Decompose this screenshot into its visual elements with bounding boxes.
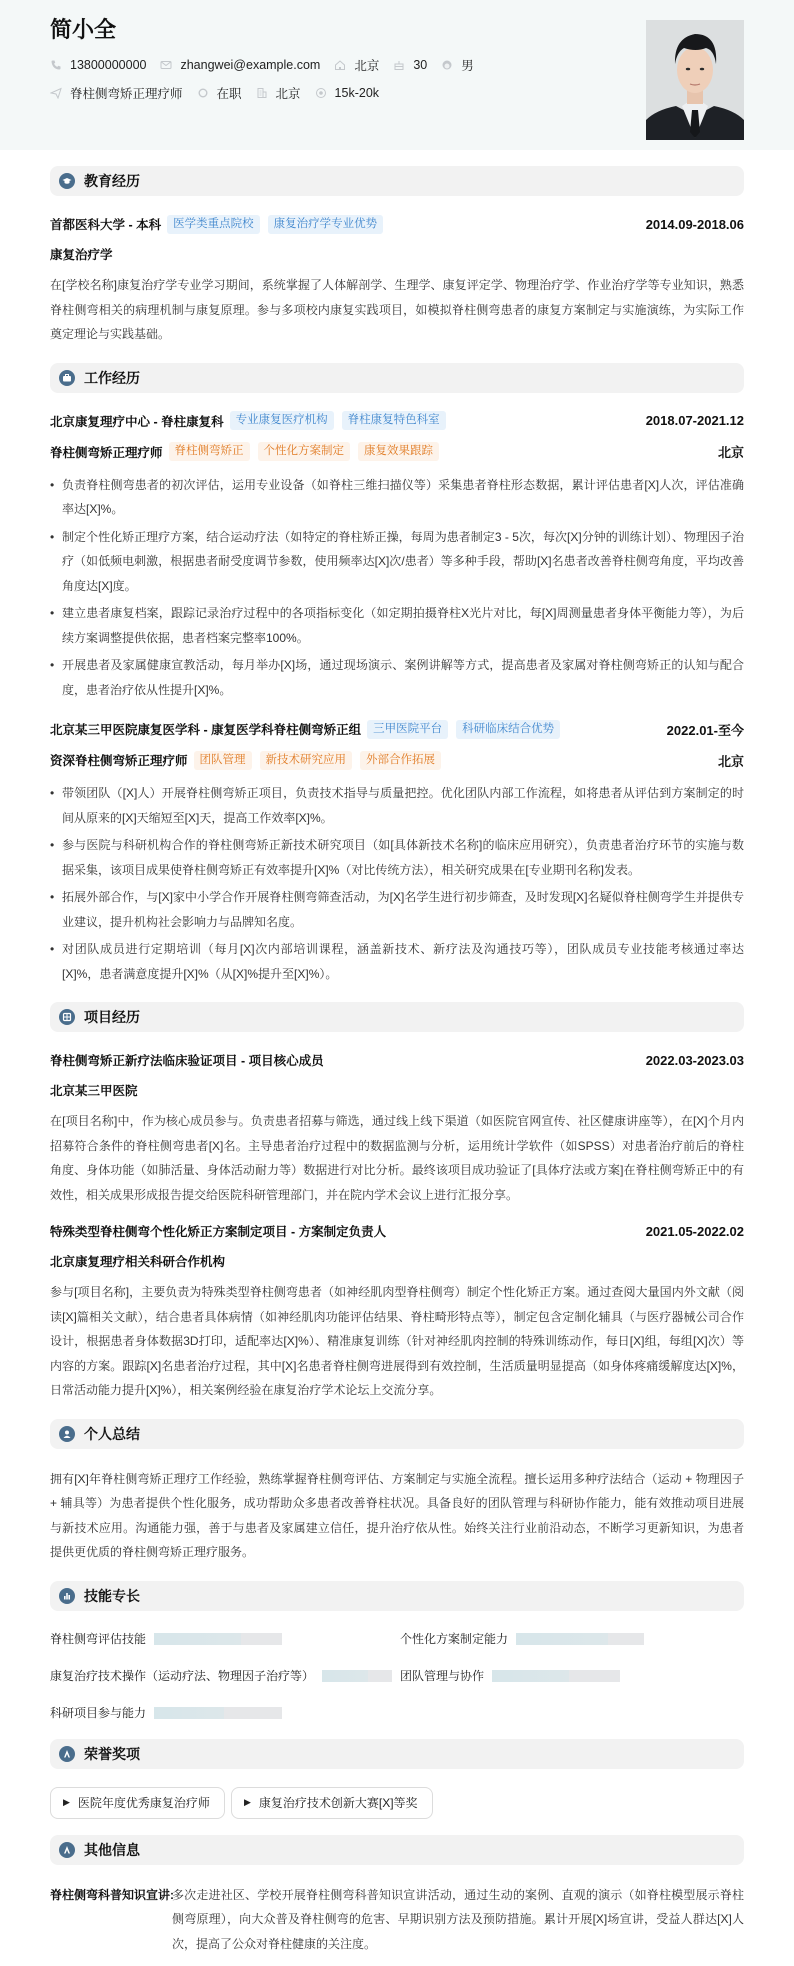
email-value[interactable]: zhangwei@example.com [180,58,321,72]
project-icon [59,1009,75,1025]
section-title: 项目经历 [84,1009,140,1025]
list-item: • 建立患者康复档案，跟踪记录治疗过程中的各项指标变化（如定期拍摄脊柱X光片对比，每[X]周测量患者身体平衡能力等），为后续方案调整提供依据，患者档案完整率100%。 [50,601,744,650]
section-title: 荣誉奖项 [84,1745,140,1762]
location-item [334,56,379,74]
summary-text: 拥有[X]年脊柱侧弯矫正理疗工作经验，熟练掌握脊柱侧弯评估、方案制定与实施全流程。擅长运用多种疗法结合（运动 + 物理因子 + 辅具等）为患者提供个性化服务，成功帮助众多患者改善脊柱状况。具备良好的团队管理与科研协作能力，能有效推动项目进展与新技术应用。沟通能力强，善于与患者及家属建立信任，提升治疗依从性。始终关注行业前沿动态，不断学习更新知识，为患者提供更优质的脊柱侧弯矫正理疗服务。 [50,1471,744,1559]
candidate-name: 简小全 [50,17,117,42]
age-item [393,58,427,72]
school-degree: 首都医科大学 - 本科 [50,218,162,232]
expected-salary: 15k-20k [334,86,380,100]
status-icon [197,87,209,99]
section-title: 个人总结 [84,1425,140,1442]
skill-name: 康复治疗技术操作（运动疗法、物理因子治疗等） [50,1669,315,1683]
project-title: 特殊类型脊柱侧弯个性化矫正方案制定项目 - 方案制定负责人 [50,1225,387,1239]
briefcase-icon [59,370,75,386]
section-education-header [50,166,744,196]
work-location: 北京 [717,753,744,769]
skills-grid [50,1629,744,1723]
list-item: • 制定个性化矫正理疗方案，结合运动疗法（如特定的脊柱矫正操，每周为患者制定3 - 5次，每次[X]分钟的训练计划）、物理因子治疗（如低频电刺激，根据患者耐受度调节参数，使用频率达[X]次/患者）等多种手段，帮助[X]名患者改善脊柱侧弯角度，平均改善角度达[X]度。 [50,525,744,599]
skill-name: 脊柱侧弯评估技能 [50,1632,147,1646]
award-name: 医院年度优秀康复治疗师 [77,1796,210,1810]
tag: 科研临床结合优势 [456,720,560,739]
entry-header [50,1221,744,1241]
skill-fill [154,1633,241,1645]
section-work-header [50,363,744,393]
gender-item [441,56,474,74]
graduation-cap-icon [59,173,75,189]
section-title: 其他信息 [84,1841,140,1858]
awards-list [50,1787,744,1819]
info-icon [59,1842,75,1858]
position-header [50,750,744,770]
section-other-header [50,1835,744,1865]
home-icon [334,59,346,71]
description: 在[项目名称]中，作为核心成员参与。负责患者招募与筛选，通过线上线下渠道（如医院官网宣传、社区健康讲座等），在[X]个月内招募符合条件的脊柱侧弯患者[X]名。主导患者治疗过程中的数据监测与分析，运用统计学软件（如SPSS）对患者治疗前后的脊柱角度、身体功能（如肺活量、身体活动耐力等）数据进行对比分析。最终该项目成功验证了[具体疗法或方案]在脊柱侧弯矫正中的有效性，相关成果形成报告提交给医院科研管理部门，并在院内学术会议上进行汇报分享。 [50,1114,744,1202]
building-icon [256,87,268,99]
section-title: 教育经历 [84,173,140,189]
resume-body [0,166,794,1966]
age-value: 30 [413,58,428,72]
other-item [50,1883,744,1957]
skill-item [50,1666,400,1686]
tag: 三甲医院平台 [367,720,448,739]
project-title: 脊柱侧弯矫正新疗法临床验证项目 - 项目核心成员 [50,1054,324,1068]
date-range: 2018.07-2021.12 [645,413,744,428]
salary-icon [315,87,327,99]
tag: 脊柱侧弯矫正 [169,442,250,461]
award-item [50,1787,225,1819]
tag: 个性化方案制定 [258,442,351,461]
skill-name: 团队管理与协作 [400,1669,485,1683]
company-department: 北京康复理疗中心 - 脊柱康复科 [50,414,224,429]
section-awards-header [50,1739,744,1769]
profile-photo [646,20,744,140]
tag: 康复效果跟踪 [358,442,439,461]
target-city-item [256,84,301,102]
tag: 外部合作拓展 [360,751,441,770]
project-org: 北京某三甲医院 [50,1084,138,1098]
target-city: 北京 [275,87,301,101]
skill-bar [516,1633,644,1645]
skill-fill [154,1707,224,1719]
tag: 新技术研究应用 [260,751,353,770]
project-org: 北京康复理疗相关科研合作机构 [50,1255,226,1269]
award-name: 康复治疗技术创新大赛[X]等奖 [258,1796,418,1810]
skill-item [400,1666,750,1686]
responsibility-list [50,473,744,703]
entry-header [50,214,744,234]
entry-header [50,719,744,739]
description: 参与[项目名称]，主要负责为特殊类型脊柱侧弯患者（如神经肌肉型脊柱侧弯）制定个性化矫正方案。通过查阅大量国内外文献（阅读[X]篇相关文献），结合患者具体病情（如神经肌肉功能评估结果、脊柱畸形特点等），制定包含定制化辅具（与医疗器械公司合作设计，根据患者身体数据3D打印，适配率达[X]%）、精准康复训练（针对神经肌肉控制的特殊训练动作，每日[X]组，每组[X]次）等内容的方案。跟踪[X]名患者治疗过程，其中[X]名患者脊柱侧弯进展得到有效控制，生活质量明显提高（如身体疼痛缓解度达[X]%，日常活动能力提升[X]%），相关案例经验在康复治疗学术论坛上交流分享。 [50,1285,744,1397]
age-icon [393,59,405,71]
salary-item [315,86,379,100]
work-entry [50,719,744,986]
date-range: 2021.05-2022.02 [645,1223,744,1239]
description: 在[学校名称]康复治疗学专业学习期间，系统掌握了人体解剖学、生理学、康复评定学、物理治疗学、作业治疗学等专业知识，熟悉脊柱侧弯相关的病理机制与康复原理。参与多项校内康复实践项目，如模拟脊柱侧弯患者的康复方案制定与实施演练，为实际工作奠定理论与实践基础。 [50,278,744,341]
skill-fill [322,1670,368,1682]
location-value: 北京 [354,59,380,73]
list-item: • 开展患者及家属健康宣教活动，每月举办[X]场，通过现场演示、案例讲解等方式，提高患者及家属对脊柱侧弯矫正的认知与配合度，患者治疗依从性提升[X]%。 [50,653,744,702]
user-icon [59,1426,75,1442]
skill-bar [492,1670,620,1682]
contact-row [50,56,744,74]
award-item [231,1787,433,1819]
triangle-right-icon: ▶ [63,1797,70,1807]
resume-header [0,0,794,150]
skill-bar [322,1670,392,1682]
position-header [50,442,744,462]
gender-icon [441,59,453,71]
job-intent-row [50,84,744,102]
date-range: 2022.03-2023.03 [645,1052,744,1068]
date-range: 2022.01-至今 [666,722,744,738]
skill-fill [516,1633,608,1645]
responsibility-list [50,781,744,986]
date-range: 2014.09-2018.06 [645,216,744,232]
list-item: • 对团队成员进行定期培训（每月[X]次内部培训课程，涵盖新技术、新疗法及沟通技巧等），团队成员专业技能考核通过率达[X]%，患者满意度提升[X]%（从[X]%提升至[X]%）。 [50,937,744,986]
section-title: 工作经历 [84,369,140,386]
project-entry [50,1221,744,1403]
tag: 医学类重点院校 [167,215,260,234]
skill-item [50,1629,400,1649]
education-entry [50,214,744,347]
mail-icon [160,59,172,71]
award-icon [59,1746,75,1762]
triangle-right-icon: ▶ [243,1797,251,1807]
skill-bar [154,1707,282,1719]
other-text: 多次走进社区、学校开展脊柱侧弯科普知识宣讲活动，通过生动的案例、直观的演示（如脊柱模型展示脊柱侧弯原理），向大众普及脊柱侧弯的危害、早期识别方法及预防措施。累计开展[X]场宣讲，受益人群达[X]人次，提高了公众对脊柱健康的关注度。 [172,1887,744,1951]
position-item [50,84,183,102]
company-department: 北京某三甲医院康复医学科 - 康复医学科脊柱侧弯矫正组 [50,723,362,737]
skill-item [50,1703,400,1723]
section-projects-header [50,1002,744,1032]
tag: 脊柱康复特色科室 [342,411,446,430]
entry-header [50,1050,744,1070]
phone-item [50,58,146,72]
list-item: • 拓展外部合作，与[X]家中小学合作开展脊柱侧弯筛查活动，为[X]名学生进行初步筛查，及时发现[X]名疑似脊柱侧弯学生并提供专业建议，提升机构社会影响力与品牌知名度。 [50,885,744,934]
list-item: • 参与医院与科研机构合作的脊柱侧弯矫正新技术研究项目（如[具体新技术名称]的临床应用研究），负责患者治疗环节的实施与数据采集，该项目成果使脊柱侧弯矫正有效率提升[X]%（对比传统方法），相关研究成果在[专业期刊名称]发表。 [50,833,744,882]
work-entry [50,411,744,703]
project-entry [50,1050,744,1207]
phone-value[interactable]: 13800000000 [70,58,147,72]
other-label: 脊柱侧弯科普知识宣讲: [50,1887,174,1902]
portrait-image [646,20,744,140]
skill-fill [492,1670,569,1682]
email-item [160,58,320,72]
status-item [197,84,242,102]
section-skills-header [50,1581,744,1611]
list-item: • 负责脊柱侧弯患者的初次评估，运用专业设备（如脊柱三维扫描仪等）采集患者脊柱形态数据，累计评估患者[X]人次，评估准确率达[X]%。 [50,473,744,522]
tag: 团队管理 [194,751,252,770]
bar-chart-icon [59,1588,75,1604]
section-summary-header [50,1419,744,1449]
skill-name: 个性化方案制定能力 [400,1632,509,1646]
gender-value: 男 [461,59,474,73]
position-title: 资深脊柱侧弯矫正理疗师 [50,754,188,768]
target-position: 脊柱侧弯矫正理疗师 [70,87,183,101]
phone-icon [50,59,62,71]
skill-name: 科研项目参与能力 [50,1706,147,1720]
tag: 康复治疗学专业优势 [268,215,384,234]
employment-status: 在职 [216,87,242,101]
skill-item [400,1629,750,1649]
work-location: 北京 [717,445,744,460]
position-title: 脊柱侧弯矫正理疗师 [50,445,163,460]
send-icon [50,87,62,99]
tag: 专业康复医疗机构 [230,411,334,430]
entry-header [50,411,744,431]
major: 康复治疗学 [50,248,113,262]
list-item: • 带领团队（[X]人）开展脊柱侧弯矫正项目，负责技术指导与质量把控。优化团队内部工作流程，如将患者从评估到方案制定的时间从原来的[X]天缩短至[X]天，提高工作效率[X]%。 [50,781,744,830]
skill-bar [154,1633,282,1645]
section-title: 技能专长 [84,1587,140,1604]
